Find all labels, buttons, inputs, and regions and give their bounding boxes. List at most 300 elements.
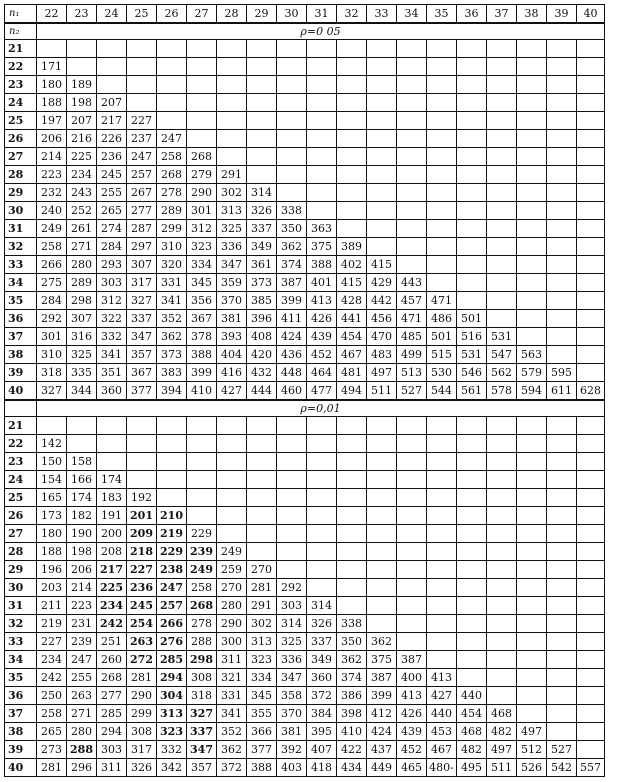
table-cell [577,579,605,597]
table-cell [487,58,517,76]
table-cell: 174 [67,489,97,507]
table-cell: 388 [247,759,277,777]
table-cell [517,471,547,489]
table-cell [487,489,517,507]
table-cell: 310 [37,346,67,364]
table-cell [577,310,605,328]
table-cell [517,58,547,76]
table-cell: 311 [97,759,127,777]
table-cell [157,471,187,489]
table-cell [427,651,457,669]
table-cell: 563 [517,346,547,364]
table-cell: 258 [37,705,67,723]
table-cell [337,597,367,615]
table-cell [397,507,427,525]
table-cell [397,597,427,615]
table-cell: 527 [397,382,427,401]
table-cell [397,525,427,543]
table-cell [487,310,517,328]
row-label: 37 [5,328,37,346]
table-cell [457,579,487,597]
table-cell: 203 [37,579,67,597]
table-cell [157,453,187,471]
table-cell [517,615,547,633]
n2-label: n₂ [5,23,37,40]
table-cell [397,417,427,435]
table-cell: 454 [337,328,367,346]
table-cell: 314 [247,184,277,202]
table-cell: 232 [37,184,67,202]
table-cell [457,561,487,579]
row-label: 23 [5,76,37,94]
table-row [5,112,605,130]
row-label: 23 [5,453,37,471]
table-cell: 301 [37,328,67,346]
table-cell: 188 [37,543,67,561]
table-cell [37,417,67,435]
table-cell: 398 [337,705,367,723]
column-header: 30 [277,5,307,24]
table-cell [217,58,247,76]
table-cell [517,238,547,256]
table-cell: 511 [367,382,397,401]
table-cell: 200 [97,525,127,543]
table-cell: 467 [427,741,457,759]
table-cell [247,112,277,130]
table-cell: 385 [247,292,277,310]
table-cell: 452 [307,346,337,364]
table-cell [277,184,307,202]
table-cell: 259 [217,561,247,579]
table-cell [577,184,605,202]
table-cell [367,58,397,76]
table-cell: 404 [217,346,247,364]
table-cell: 273 [37,741,67,759]
table-cell [487,669,517,687]
section-label-row [5,400,605,417]
table-cell: 326 [307,615,337,633]
table-cell: 207 [67,112,97,130]
table-cell: 171 [37,58,67,76]
table-cell: 429 [367,274,397,292]
table-cell: 360 [97,382,127,401]
table-cell: 247 [127,148,157,166]
table-cell: 217 [97,112,127,130]
table-cell: 317 [127,274,157,292]
row-label: 28 [5,543,37,561]
table-cell [307,184,337,202]
table-cell [217,471,247,489]
table-cell [127,435,157,453]
table-cell: 188 [37,94,67,112]
table-row [5,256,605,274]
table-cell: 415 [337,274,367,292]
table-cell: 373 [247,274,277,292]
table-cell [247,417,277,435]
table-cell [187,76,217,94]
table-cell: 323 [157,723,187,741]
table-cell [97,40,127,58]
table-cell [337,579,367,597]
table-cell: 189 [67,76,97,94]
table-row [5,417,605,435]
table-cell [367,489,397,507]
table-cell [517,112,547,130]
column-header: 23 [67,5,97,24]
table-cell [367,507,397,525]
table-cell [457,615,487,633]
table-cell: 304 [157,687,187,705]
table-cell: 497 [517,723,547,741]
table-cell [457,202,487,220]
table-cell: 275 [37,274,67,292]
table-cell [457,238,487,256]
table-cell: 337 [307,633,337,651]
table-cell [577,94,605,112]
table-cell [217,525,247,543]
table-cell: 216 [67,130,97,148]
table-cell [157,417,187,435]
row-label: 30 [5,202,37,220]
table-cell: 332 [157,741,187,759]
table-cell: 281 [37,759,67,777]
table-cell: 628 [577,382,605,401]
table-cell [487,256,517,274]
table-cell [577,651,605,669]
table-cell: 318 [37,364,67,382]
table-cell [547,112,577,130]
table-cell [427,507,457,525]
table-cell [367,220,397,238]
table-cell: 363 [307,220,337,238]
table-cell: 292 [277,579,307,597]
table-cell: 413 [397,687,427,705]
table-cell: 372 [217,759,247,777]
table-cell [157,94,187,112]
table-cell [397,130,427,148]
table-cell: 302 [247,615,277,633]
table-cell [247,543,277,561]
table-cell: 291 [217,166,247,184]
table-cell [427,615,457,633]
table-cell [487,184,517,202]
table-cell: 209 [127,525,157,543]
table-cell [397,579,427,597]
table-cell [457,220,487,238]
table-cell [577,328,605,346]
table-cell [427,130,457,148]
table-cell: 231 [67,615,97,633]
table-cell: 258 [157,148,187,166]
table-cell [427,76,457,94]
table-cell: 578 [487,382,517,401]
table-cell [157,40,187,58]
table-cell: 247 [157,130,187,148]
row-label: 34 [5,274,37,292]
table-cell [487,76,517,94]
table-cell: 294 [97,723,127,741]
table-cell [547,723,577,741]
table-cell [337,525,367,543]
significance-label: ρ=0 05 [37,23,605,40]
table-row [5,310,605,328]
table-cell [547,561,577,579]
table-cell: 290 [127,687,157,705]
table-cell [217,40,247,58]
table-cell: 174 [97,471,127,489]
table-cell [307,507,337,525]
table-cell: 374 [277,256,307,274]
table-cell: 512 [517,741,547,759]
table-cell: 515 [427,346,457,364]
table-cell [487,561,517,579]
table-cell: 278 [187,615,217,633]
table-cell [367,525,397,543]
table-cell [457,543,487,561]
table-cell [517,561,547,579]
table-cell: 465 [397,759,427,777]
table-cell: 325 [67,346,97,364]
table-cell: 336 [277,651,307,669]
table-cell [517,579,547,597]
row-label: 25 [5,489,37,507]
table-cell [307,76,337,94]
row-label: 22 [5,435,37,453]
table-cell [427,94,457,112]
table-cell [457,525,487,543]
table-cell: 291 [247,597,277,615]
table-cell: 378 [187,328,217,346]
table-cell: 289 [67,274,97,292]
table-cell: 268 [187,148,217,166]
table-cell [247,453,277,471]
table-cell: 308 [127,723,157,741]
table-cell [157,435,187,453]
table-cell [457,471,487,489]
table-cell: 562 [487,364,517,382]
table-cell: 312 [97,292,127,310]
table-cell: 471 [427,292,457,310]
table-cell: 359 [217,274,247,292]
table-cell [247,148,277,166]
table-cell: 317 [127,741,157,759]
table-cell: 362 [337,651,367,669]
table-cell [517,705,547,723]
table-cell: 362 [217,741,247,759]
table-cell: 239 [187,543,217,561]
table-cell: 249 [187,561,217,579]
table-cell: 310 [157,238,187,256]
table-cell: 403 [277,759,307,777]
table-cell: 268 [157,166,187,184]
table-cell [487,40,517,58]
table-cell [577,58,605,76]
table-cell: 351 [97,364,127,382]
table-cell [457,292,487,310]
table-cell [367,184,397,202]
table-cell: 442 [367,292,397,310]
table-cell [187,94,217,112]
table-cell [577,435,605,453]
table-row [5,346,605,364]
table-cell: 341 [217,705,247,723]
row-label: 38 [5,346,37,364]
table-cell: 311 [217,651,247,669]
table-cell: 345 [187,274,217,292]
row-label: 26 [5,507,37,525]
row-label: 32 [5,615,37,633]
n1-label: n₁ [5,5,37,24]
table-cell [247,76,277,94]
table-cell [367,76,397,94]
table-cell: 439 [397,723,427,741]
table-cell [427,184,457,202]
table-cell [427,417,457,435]
table-cell [427,579,457,597]
table-cell: 280 [67,723,97,741]
table-cell: 422 [337,741,367,759]
table-cell: 229 [187,525,217,543]
table-cell [307,525,337,543]
table-cell [457,417,487,435]
table-cell: 226 [97,130,127,148]
table-cell: 263 [67,687,97,705]
table-cell [187,58,217,76]
table-cell [577,597,605,615]
table-cell [427,435,457,453]
table-cell [307,453,337,471]
table-cell: 362 [277,238,307,256]
table-cell [277,543,307,561]
table-cell: 426 [397,705,427,723]
row-label: 27 [5,525,37,543]
table-cell [487,507,517,525]
table-row [5,40,605,58]
table-cell: 456 [367,310,397,328]
table-cell [367,130,397,148]
table-cell: 482 [457,741,487,759]
column-header: 22 [37,5,67,24]
table-cell: 314 [277,615,307,633]
table-cell: 158 [67,453,97,471]
row-label: 29 [5,561,37,579]
column-header: 29 [247,5,277,24]
table-cell [427,543,457,561]
table-cell [367,543,397,561]
table-cell: 289 [157,202,187,220]
table-cell: 544 [427,382,457,401]
table-cell [577,220,605,238]
table-cell [307,417,337,435]
table-cell [367,597,397,615]
table-cell: 280 [217,597,247,615]
table-cell [247,525,277,543]
table-cell [397,435,427,453]
table-cell [457,184,487,202]
table-cell [337,471,367,489]
table-cell [277,58,307,76]
table-cell [217,453,247,471]
table-cell: 468 [457,723,487,741]
table-cell [277,112,307,130]
table-cell [487,417,517,435]
table-cell: 485 [397,328,427,346]
table-cell: 298 [187,651,217,669]
table-cell [577,76,605,94]
table-cell [517,489,547,507]
table-row [5,507,605,525]
table-cell: 352 [217,723,247,741]
table-cell: 393 [217,328,247,346]
table-cell [397,256,427,274]
table-cell: 322 [97,310,127,328]
table-cell [517,130,547,148]
table-cell: 407 [307,741,337,759]
table-cell [427,489,457,507]
table-cell [517,76,547,94]
table-cell [397,615,427,633]
table-cell [127,94,157,112]
table-cell: 303 [277,597,307,615]
row-label: 36 [5,687,37,705]
table-row [5,759,605,777]
table-cell [217,112,247,130]
table-cell: 268 [187,597,217,615]
table-cell: 526 [517,759,547,777]
table-cell: 388 [307,256,337,274]
table-cell [337,561,367,579]
table-cell: 292 [37,310,67,328]
row-label: 40 [5,382,37,401]
table-cell: 266 [157,615,187,633]
table-cell: 477 [307,382,337,401]
table-cell [397,453,427,471]
table-cell: 190 [67,525,97,543]
table-cell [397,166,427,184]
table-cell: 349 [247,238,277,256]
table-cell [217,76,247,94]
table-cell [367,94,397,112]
table-cell: 320 [157,256,187,274]
n2-label [5,400,37,417]
table-cell: 301 [187,202,217,220]
table-cell: 206 [37,130,67,148]
table-cell: 218 [127,543,157,561]
table-cell: 387 [277,274,307,292]
table-cell: 242 [37,669,67,687]
table-cell: 284 [37,292,67,310]
table-cell [367,417,397,435]
row-label: 21 [5,40,37,58]
table-cell [457,94,487,112]
table-cell: 281 [127,669,157,687]
table-cell: 497 [367,364,397,382]
table-cell: 227 [37,633,67,651]
table-cell [277,525,307,543]
table-cell [307,489,337,507]
table-cell: 400 [397,669,427,687]
table-cell [277,489,307,507]
table-cell [517,310,547,328]
table-cell [517,669,547,687]
table-cell: 352 [157,310,187,328]
column-header: 35 [427,5,457,24]
table-cell [277,507,307,525]
table-cell: 350 [337,633,367,651]
table-cell: 546 [457,364,487,382]
table-cell: 263 [127,633,157,651]
column-header: 39 [547,5,577,24]
